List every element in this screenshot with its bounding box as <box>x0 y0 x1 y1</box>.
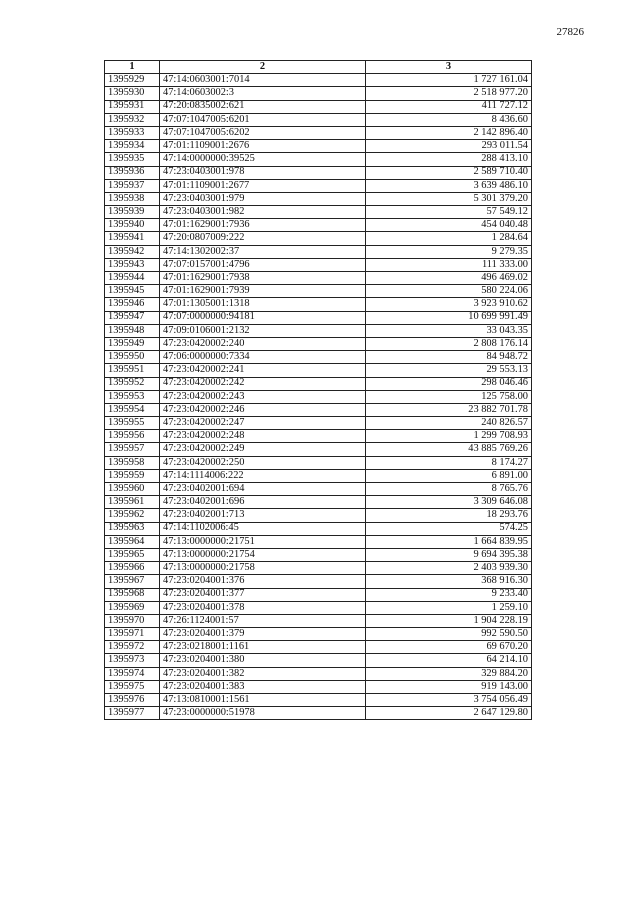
cadastral-number-cell: 47:23:0403001:982 <box>160 206 366 219</box>
value-cell: 8 174.27 <box>366 456 532 469</box>
value-cell: 1 664 839.95 <box>366 535 532 548</box>
value-cell: 298 046.46 <box>366 377 532 390</box>
cadastral-number-cell: 47:23:0403001:979 <box>160 192 366 205</box>
value-cell: 580 224.06 <box>366 285 532 298</box>
value-cell: 6 891.00 <box>366 469 532 482</box>
cadastral-number-cell: 47:23:0420002:250 <box>160 456 366 469</box>
row-number-cell: 1395969 <box>105 601 160 614</box>
row-number-cell: 1395941 <box>105 232 160 245</box>
value-cell: 329 884.20 <box>366 667 532 680</box>
row-number-cell: 1395956 <box>105 430 160 443</box>
value-cell: 2 518 977.20 <box>366 87 532 100</box>
table-row <box>105 417 532 430</box>
table-row <box>105 311 532 324</box>
table-row <box>105 522 532 535</box>
column-header-1: 1 <box>105 61 160 74</box>
cadastral-number-cell: 47:23:0420002:241 <box>160 364 366 377</box>
row-number-cell: 1395970 <box>105 614 160 627</box>
cadastral-number-cell: 47:14:1302002:37 <box>160 245 366 258</box>
table-row <box>105 258 532 271</box>
row-number-cell: 1395952 <box>105 377 160 390</box>
table-row <box>105 74 532 87</box>
cadastral-number-cell: 47:23:0204001:380 <box>160 654 366 667</box>
table-row <box>105 548 532 561</box>
value-cell: 9 694 395.38 <box>366 548 532 561</box>
cadastral-number-cell: 47:01:1629001:7936 <box>160 219 366 232</box>
cadastral-number-cell: 47:23:0204001:378 <box>160 601 366 614</box>
cadastral-number-cell: 47:23:0420002:240 <box>160 337 366 350</box>
cadastral-number-cell: 47:23:0218001:1161 <box>160 641 366 654</box>
table-row <box>105 707 532 720</box>
value-cell: 293 011.54 <box>366 140 532 153</box>
value-cell: 33 043.35 <box>366 324 532 337</box>
row-number-cell: 1395973 <box>105 654 160 667</box>
table-row <box>105 601 532 614</box>
table-row <box>105 680 532 693</box>
table-row <box>105 628 532 641</box>
row-number-cell: 1395961 <box>105 496 160 509</box>
table-row <box>105 654 532 667</box>
cadastral-number-cell: 47:01:1109001:2677 <box>160 179 366 192</box>
cadastral-number-cell: 47:23:0402001:696 <box>160 496 366 509</box>
table-row <box>105 377 532 390</box>
row-number-cell: 1395937 <box>105 179 160 192</box>
table-row <box>105 588 532 601</box>
row-number-cell: 1395963 <box>105 522 160 535</box>
row-number-cell: 1395958 <box>105 456 160 469</box>
value-cell: 5 301 379.20 <box>366 192 532 205</box>
cadastral-number-cell: 47:13:0000000:21758 <box>160 562 366 575</box>
cadastral-number-cell: 47:26:1124001:57 <box>160 614 366 627</box>
row-number-cell: 1395968 <box>105 588 160 601</box>
value-cell: 111 333.00 <box>366 258 532 271</box>
cadastral-number-cell: 47:13:0810001:1561 <box>160 694 366 707</box>
table-row <box>105 614 532 627</box>
row-number-cell: 1395953 <box>105 390 160 403</box>
value-cell: 288 413.10 <box>366 153 532 166</box>
value-cell: 3 754 056.49 <box>366 694 532 707</box>
value-cell: 23 882 701.78 <box>366 403 532 416</box>
cadastral-number-cell: 47:07:1047005:6201 <box>160 113 366 126</box>
table-row <box>105 562 532 575</box>
value-cell: 84 948.72 <box>366 351 532 364</box>
row-number-cell: 1395974 <box>105 667 160 680</box>
value-cell: 3 639 486.10 <box>366 179 532 192</box>
row-number-cell: 1395962 <box>105 509 160 522</box>
table-row <box>105 337 532 350</box>
table-row <box>105 285 532 298</box>
cadastral-number-cell: 47:23:0204001:383 <box>160 680 366 693</box>
table-row <box>105 140 532 153</box>
value-cell: 2 403 939.30 <box>366 562 532 575</box>
table-row <box>105 126 532 139</box>
cadastral-number-cell: 47:23:0420002:246 <box>160 403 366 416</box>
value-cell: 2 142 896.40 <box>366 126 532 139</box>
row-number-cell: 1395950 <box>105 351 160 364</box>
value-cell: 2 589 710.40 <box>366 166 532 179</box>
table-row <box>105 351 532 364</box>
cadastral-number-cell: 47:23:0420002:242 <box>160 377 366 390</box>
value-cell: 2 647 129.80 <box>366 707 532 720</box>
row-number-cell: 1395955 <box>105 417 160 430</box>
value-cell: 69 670.20 <box>366 641 532 654</box>
value-cell: 29 553.13 <box>366 364 532 377</box>
value-cell: 496 469.02 <box>366 272 532 285</box>
table-row <box>105 232 532 245</box>
value-cell: 125 758.00 <box>366 390 532 403</box>
row-number-cell: 1395967 <box>105 575 160 588</box>
table-header-row <box>105 61 532 74</box>
value-cell: 8 436.60 <box>366 113 532 126</box>
value-cell: 10 699 991.49 <box>366 311 532 324</box>
value-cell: 9 233.40 <box>366 588 532 601</box>
cadastral-number-cell: 47:06:0000000:7334 <box>160 351 366 364</box>
cadastral-number-cell: 47:07:0157001:4796 <box>160 258 366 271</box>
value-cell: 3 923 910.62 <box>366 298 532 311</box>
cadastral-number-cell: 47:23:0402001:713 <box>160 509 366 522</box>
row-number-cell: 1395942 <box>105 245 160 258</box>
row-number-cell: 1395972 <box>105 641 160 654</box>
cadastral-number-cell: 47:23:0204001:376 <box>160 575 366 588</box>
value-cell: 368 916.30 <box>366 575 532 588</box>
table-row <box>105 667 532 680</box>
cadastral-number-cell: 47:13:0000000:21751 <box>160 535 366 548</box>
row-number-cell: 1395934 <box>105 140 160 153</box>
table-row <box>105 694 532 707</box>
table-row <box>105 364 532 377</box>
cadastral-number-cell: 47:01:1629001:7939 <box>160 285 366 298</box>
table-row <box>105 245 532 258</box>
value-cell: 919 143.00 <box>366 680 532 693</box>
cadastral-number-cell: 47:14:1114006:222 <box>160 469 366 482</box>
row-number-cell: 1395938 <box>105 192 160 205</box>
value-cell: 992 590.50 <box>366 628 532 641</box>
table-row <box>105 456 532 469</box>
table-row <box>105 298 532 311</box>
table-row <box>105 179 532 192</box>
table-row <box>105 219 532 232</box>
cadastral-number-cell: 47:23:0420002:248 <box>160 430 366 443</box>
data-table <box>104 60 532 720</box>
cadastral-number-cell: 47:14:0603001:7014 <box>160 74 366 87</box>
row-number-cell: 1395954 <box>105 403 160 416</box>
table-row <box>105 272 532 285</box>
row-number-cell: 1395977 <box>105 707 160 720</box>
value-cell: 411 727.12 <box>366 100 532 113</box>
column-header-3: 3 <box>366 61 532 74</box>
cadastral-number-cell: 47:20:0835002:621 <box>160 100 366 113</box>
cadastral-number-cell: 47:01:1109001:2676 <box>160 140 366 153</box>
cadastral-number-cell: 47:07:1047005:6202 <box>160 126 366 139</box>
cadastral-number-cell: 47:01:1629001:7938 <box>160 272 366 285</box>
value-cell: 9 279.35 <box>366 245 532 258</box>
row-number-cell: 1395943 <box>105 258 160 271</box>
cadastral-number-cell: 47:23:0402001:694 <box>160 483 366 496</box>
table-row <box>105 192 532 205</box>
row-number-cell: 1395931 <box>105 100 160 113</box>
value-cell: 8 765.76 <box>366 483 532 496</box>
cadastral-number-cell: 47:14:0000000:39525 <box>160 153 366 166</box>
value-cell: 64 214.10 <box>366 654 532 667</box>
table-row <box>105 87 532 100</box>
row-number-cell: 1395957 <box>105 443 160 456</box>
row-number-cell: 1395947 <box>105 311 160 324</box>
cadastral-number-cell: 47:09:0106001:2132 <box>160 324 366 337</box>
value-cell: 2 808 176.14 <box>366 337 532 350</box>
cadastral-number-cell: 47:07:0000000:94181 <box>160 311 366 324</box>
table-row <box>105 641 532 654</box>
row-number-cell: 1395966 <box>105 562 160 575</box>
value-cell: 1 284.64 <box>366 232 532 245</box>
row-number-cell: 1395971 <box>105 628 160 641</box>
page-number: 27826 <box>556 26 584 38</box>
table-row <box>105 509 532 522</box>
value-cell: 1 904 228.19 <box>366 614 532 627</box>
row-number-cell: 1395929 <box>105 74 160 87</box>
value-cell: 57 549.12 <box>366 206 532 219</box>
row-number-cell: 1395930 <box>105 87 160 100</box>
table-row <box>105 113 532 126</box>
table-row <box>105 469 532 482</box>
cadastral-number-cell: 47:14:0603002:3 <box>160 87 366 100</box>
cadastral-number-cell: 47:14:1102006:45 <box>160 522 366 535</box>
row-number-cell: 1395965 <box>105 548 160 561</box>
value-cell: 1 259.10 <box>366 601 532 614</box>
table-row <box>105 496 532 509</box>
table-row <box>105 324 532 337</box>
row-number-cell: 1395976 <box>105 694 160 707</box>
row-number-cell: 1395948 <box>105 324 160 337</box>
table-row <box>105 153 532 166</box>
row-number-cell: 1395946 <box>105 298 160 311</box>
row-number-cell: 1395964 <box>105 535 160 548</box>
value-cell: 574.25 <box>366 522 532 535</box>
value-cell: 1 299 708.93 <box>366 430 532 443</box>
cadastral-number-cell: 47:13:0000000:21754 <box>160 548 366 561</box>
value-cell: 43 885 769.26 <box>366 443 532 456</box>
cadastral-number-cell: 47:23:0420002:249 <box>160 443 366 456</box>
row-number-cell: 1395944 <box>105 272 160 285</box>
row-number-cell: 1395959 <box>105 469 160 482</box>
table-row <box>105 483 532 496</box>
table-row <box>105 390 532 403</box>
row-number-cell: 1395933 <box>105 126 160 139</box>
row-number-cell: 1395960 <box>105 483 160 496</box>
cadastral-number-cell: 47:23:0420002:243 <box>160 390 366 403</box>
cadastral-number-cell: 47:23:0204001:379 <box>160 628 366 641</box>
table-row <box>105 575 532 588</box>
value-cell: 18 293.76 <box>366 509 532 522</box>
column-header-2: 2 <box>160 61 366 74</box>
row-number-cell: 1395932 <box>105 113 160 126</box>
row-number-cell: 1395945 <box>105 285 160 298</box>
table-row <box>105 166 532 179</box>
table-row <box>105 430 532 443</box>
row-number-cell: 1395940 <box>105 219 160 232</box>
table-row <box>105 100 532 113</box>
value-cell: 1 727 161.04 <box>366 74 532 87</box>
row-number-cell: 1395975 <box>105 680 160 693</box>
table-row <box>105 443 532 456</box>
cadastral-number-cell: 47:23:0420002:247 <box>160 417 366 430</box>
table-body <box>105 74 532 720</box>
cadastral-number-cell: 47:20:0807009:222 <box>160 232 366 245</box>
cadastral-number-cell: 47:23:0204001:377 <box>160 588 366 601</box>
row-number-cell: 1395935 <box>105 153 160 166</box>
value-cell: 454 040.48 <box>366 219 532 232</box>
cadastral-number-cell: 47:23:0403001:978 <box>160 166 366 179</box>
cadastral-number-cell: 47:01:1305001:1318 <box>160 298 366 311</box>
row-number-cell: 1395951 <box>105 364 160 377</box>
row-number-cell: 1395939 <box>105 206 160 219</box>
cadastral-number-cell: 47:23:0000000:51978 <box>160 707 366 720</box>
table-row <box>105 535 532 548</box>
table-row <box>105 206 532 219</box>
value-cell: 3 309 646.08 <box>366 496 532 509</box>
row-number-cell: 1395949 <box>105 337 160 350</box>
cadastral-number-cell: 47:23:0204001:382 <box>160 667 366 680</box>
row-number-cell: 1395936 <box>105 166 160 179</box>
value-cell: 240 826.57 <box>366 417 532 430</box>
table-row <box>105 403 532 416</box>
